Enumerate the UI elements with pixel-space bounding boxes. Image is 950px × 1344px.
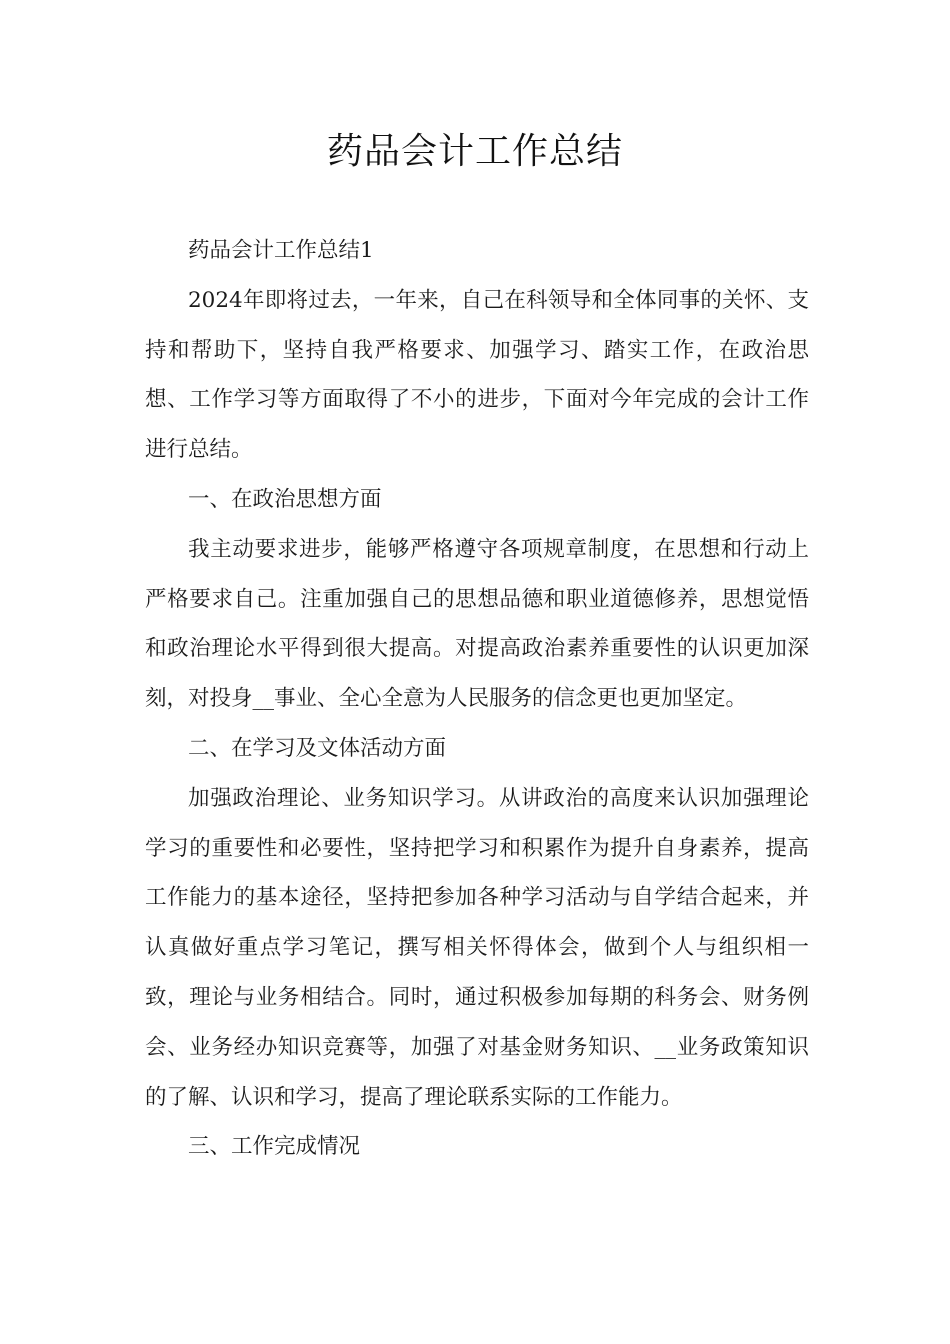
- document-body: [145, 226, 809, 1172]
- intro-paragraph: 2024年即将过去，一年来，自己在科领导和全体同事的关怀、支持和帮助下，坚持自我严格要求、加强学习、踏实工作，在政治思想、工作学习等方面取得了不小的进步，下面对今年完成的会计工作进行总结。: [145, 287, 809, 463]
- study-paragraph: 加强政治理论、业务知识学习。从讲政治的高度来认识加强理论学习的重要性和必要性，坚持把学习和积累作为提升自身素养，提高工作能力的基本途径，坚持把参加各种学习活动与自学结合起来，并认真做好重点学习笔记，撰写相关怀得体会，做到个人与组织相一致，理论与业务相结合。同时，通过积极参加每期的科务会、财务例会、业务经办知识竞赛等，加强了对基金财务知识、__业务政策知识的了解、认识和学习，提高了理论联系实际的工作能力。: [145, 785, 809, 1110]
- section-heading-summary-1: 药品会计工作总结1: [188, 238, 374, 263]
- section-heading-study: 二、在学习及文体活动方面: [188, 735, 447, 761]
- section-heading-work: 三、工作完成情况: [188, 1134, 361, 1160]
- politics-paragraph: 我主动要求进步，能够严格遵守各项规章制度，在思想和行动上严格要求自己。注重加强自己的思想品德和职业道德修养，思想觉悟和政治理论水平得到很大提高。对提高政治素养重要性的认识更加深刻，对投身__事业、全心全意为人民服务的信念更也更加坚定。: [145, 536, 809, 712]
- document-title: 药品会计工作总结: [326, 131, 623, 172]
- section-heading-politics: 一、在政治思想方面: [188, 486, 382, 512]
